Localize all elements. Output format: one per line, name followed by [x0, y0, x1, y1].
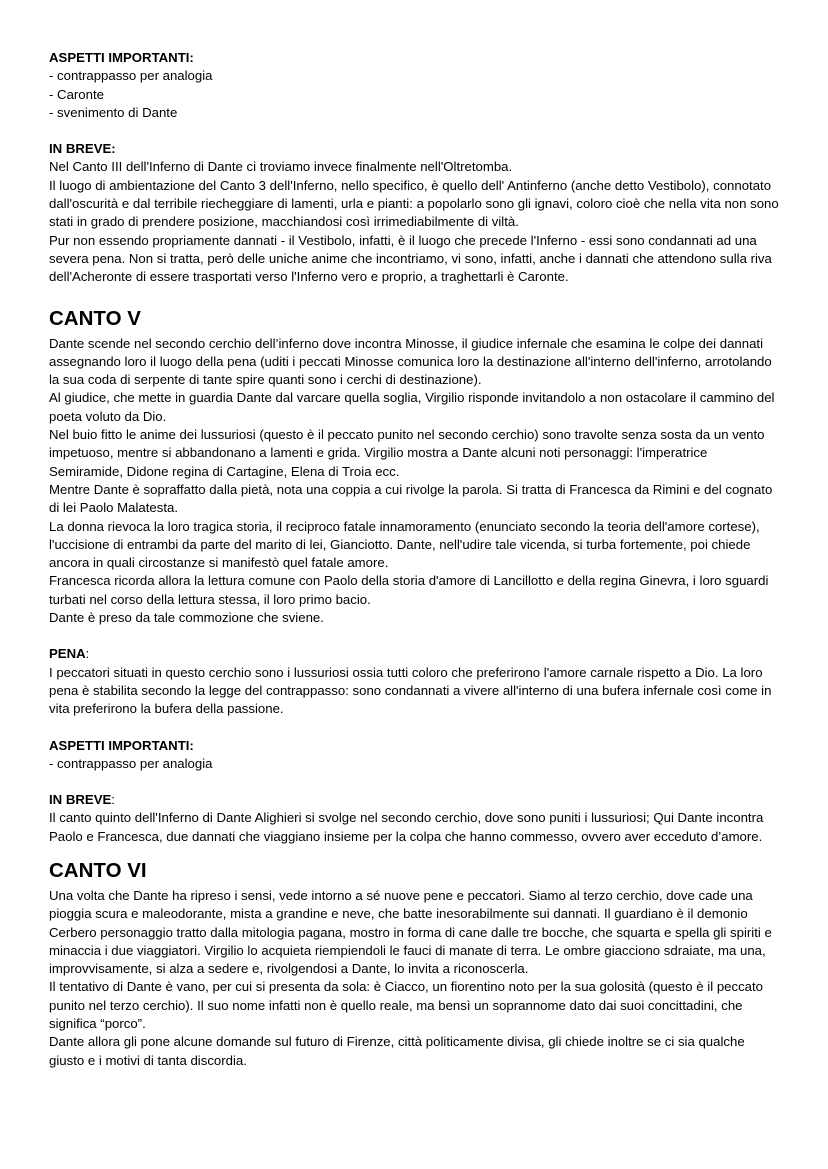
aspetti-importanti-label: ASPETTI IMPORTANTI: — [49, 737, 194, 753]
canto-v-paragraph: Nel buio fitto le anime dei lussuriosi (questo è il peccato punito nel secondo cerchio) sono travolte senza sosta da un vento impetuoso, mentre si abbandonano a lamenti e grida. Virgilio mostra a Dante alcuni noti personaggi: l'imperatrice Semiramide, Didone regina di Cartagine, Elena di Troia ecc. — [49, 427, 765, 479]
in-breve-label: IN BREVE: — [49, 141, 116, 157]
in-breve-heading — [49, 791, 780, 809]
in-breve-paragraph: Il canto quinto dell'Inferno di Dante Alighieri si svolge nel secondo cerchio, dove sono puniti i lussuriosi; Qui Dante incontra Paolo e Francesca, due dannati che viaggiano insieme per la colpa che hanno commesso, ovvero aver ecceduto d’amore. — [49, 810, 764, 844]
pena-paragraph: I peccatori situati in questo cerchio sono i lussuriosi ossia tutti coloro che preferirono l'amore carnale rispetto a Dio. La loro pena è stabilita secondo la legge del contrappasso: sono condannati a vivere all'interno di una bufera infernale così come in vita preferirono la bufera della passione. — [49, 664, 772, 717]
aspetti-item: - contrappasso per analogia — [49, 755, 213, 771]
canto-v-paragraph: Dante è preso da tale commozione che sviene. — [49, 610, 324, 626]
canto-v-heading: CANTO V — [49, 306, 141, 330]
in-breve-label: IN BREVE — [49, 792, 112, 808]
canto-v-paragraph: Dante scende nel secondo cerchio dell’inferno dove incontra Minosse, il giudice infernale che esamina le colpe dei dannati assegnando loro il luogo della pena (uditi i peccati Minosse comunica loro la destinazione all'interno dell'inferno, arrotolando la sua coda di serpente di tante spire quanti sono i cerchi di destinazione). — [49, 335, 772, 388]
canto-vi-paragraph: Il tentativo di Dante è vano, per cui si presenta da sola: è Ciacco, un fiorentino noto per la sua golosità (questo è il peccato punito nel terzo cerchio). Il suo nome infatti non è quello reale, ma bensì un soprannome dato dai suoi concittadini, che significa “porco”. — [49, 979, 764, 1032]
in-breve-paragraph: Pur non essendo propriamente dannati - il Vestibolo, infatti, è il luogo che precede l'Inferno - essi sono condannati ad una severa pena. Non si tratta, però delle uniche anime che incontriamo, vi sono, infatti, anche i dannati che attendono sulla riva dell'Acheronte di essere trasportati verso l'Inferno vero e proprio, a traghettarli è Caronte. — [49, 232, 772, 285]
in-breve-colon: : — [111, 792, 115, 808]
aspetti-importanti-label: ASPETTI IMPORTANTI: — [49, 50, 194, 65]
canto-vi-paragraph: Dante allora gli pone alcune domande sul futuro di Firenze, città politicamente divisa, gli chiede inoltre se ci sia qualche giusto e i motivi di tanta discordia. — [49, 1034, 745, 1068]
aspetti-item: - Caronte — [49, 86, 104, 102]
canto-v-paragraph: Francesca ricorda allora la lettura comune con Paolo della storia d'amore di Lancillotto e della regina Ginevra, i loro sguardi turbati nel corso della lettura stessa, il loro primo bacio. — [49, 573, 769, 607]
aspetti-item: - svenimento di Dante — [49, 104, 178, 120]
canto-vi-paragraph: Una volta che Dante ha ripreso i sensi, vede intorno a sé nuove pene e peccatori. Siamo al terzo cerchio, dove cade una pioggia scura e maleodorante, mista a grandine e neve, che batte inesorabilmente sui dannati. Il guardiano è il demonio Cerbero personaggio tratto dalla mitologia pagana, mostro in forma di cane dalle tre bocche, che squarta e spella gli spiriti e minaccia i due viaggiatori. Virgilio lo acquieta riempiendoli le fauci di manate di terra. Le ombre giacciono sdraiate, ma una, improvvisamente, si alza a sedere e, rivolgendosi a Dante, lo invita a riconoscerla. — [49, 887, 772, 977]
in-breve-paragraph: Nel Canto III dell'Inferno di Dante ci troviamo invece finalmente nell'Oltretomba. — [49, 159, 513, 175]
aspetti-item: - contrappasso per analogia — [49, 68, 213, 84]
pena-colon: : — [85, 646, 90, 662]
canto-v-paragraph: Mentre Dante è sopraffatto dalla pietà, nota una coppia a cui rivolge la parola. Si tratta di Francesca da Rimini e del cognato di lei Paolo Malatesta. — [49, 481, 773, 516]
pena-heading — [49, 645, 780, 663]
canto-v-paragraph: Al giudice, che mette in guardia Dante dal varcare quella soglia, Virgilio risponde invitandolo a non ostacolare il cammino del poeta voluto da Dio. — [49, 390, 775, 424]
canto-vi-heading: CANTO VI — [49, 858, 147, 882]
pena-label: PENA — [49, 646, 86, 662]
in-breve-paragraph: Il luogo di ambientazione del Canto 3 dell'Inferno, nello specifico, è quello dell' Antinferno (anche detto Vestibolo), connotato dall'oscurità e dal terribile riecheggiare di lamenti, urla e pianti: a popolarlo sono gli ignavi, coloro cioè che nella vita non sono stati in grado di prendere posizione, macchiandosi così irrimediabilmente di viltà. — [49, 177, 779, 230]
canto-v-paragraph: La donna rievoca la loro tragica storia, il reciproco fatale innamoramento (enunciato secondo la teoria dell'amore cortese), l'uccisione di entrambi da parte del marito di lei, Gianciotto. Dante, nell'udire tale vicenda, si turba fortemente, poi chiede ancora in quali circostanze si manifestò quel fatale amore. — [49, 518, 760, 571]
